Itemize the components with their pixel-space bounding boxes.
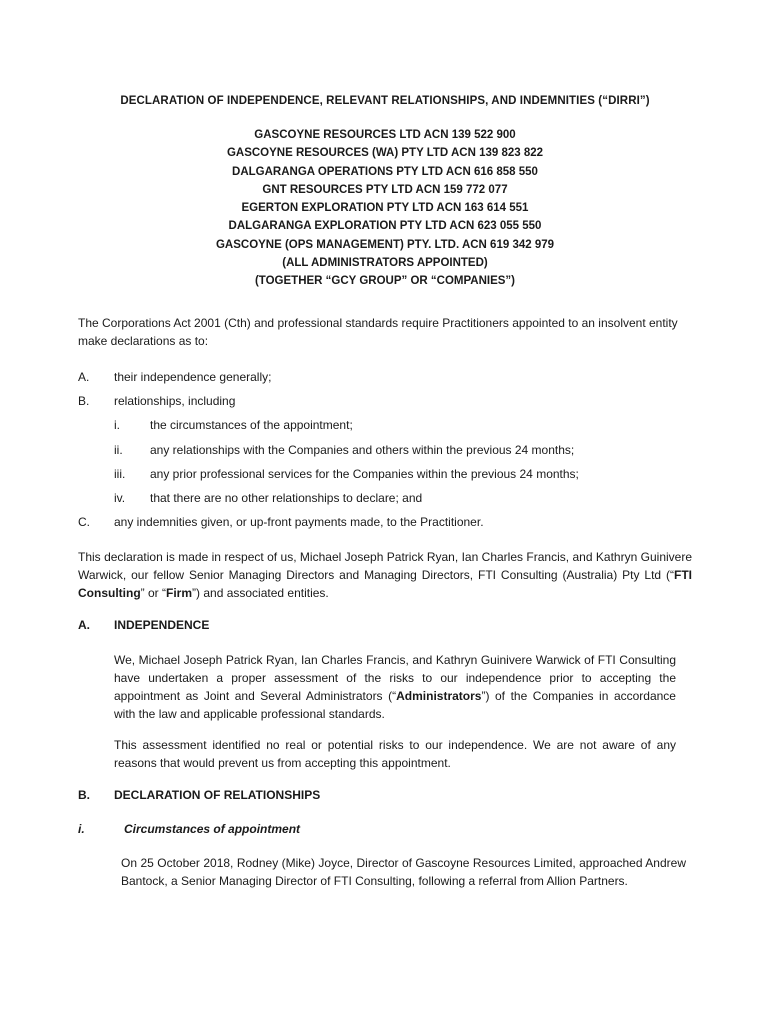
paragraph-text: We, Michael Joseph Patrick Ryan, Ian Charles Francis, and Kathryn Guinivere Warwick of FTI Consulting have undertaken a proper assessment of the risks to our independence prior to accepting the appointment as Joint and Several Administrators (“ xyxy=(114,653,676,703)
entity-line: DALGARANGA OPERATIONS PTY LTD ACN 616 858 550 xyxy=(232,165,538,178)
sublist-marker: iv. xyxy=(114,491,126,505)
subsection-marker: i. xyxy=(78,822,85,836)
document-title: DECLARATION OF INDEPENDENCE, RELEVANT RELATIONSHIPS, AND INDEMNITIES (“DIRRI”) xyxy=(120,95,650,107)
sublist-item-text: any prior professional services for the Companies within the previous 24 months; xyxy=(150,467,579,481)
subsection-heading: Circumstances of appointment xyxy=(124,822,301,836)
section-heading: INDEPENDENCE xyxy=(114,618,210,632)
paragraph-text: ”) of the Companies in accordance with the law and applicable professional standards. xyxy=(114,689,676,721)
entity-line: GNT RESOURCES PTY LTD ACN 159 772 077 xyxy=(262,183,508,196)
sublist-marker: ii. xyxy=(114,443,123,457)
bold-term: Administrators xyxy=(396,689,482,703)
list-marker: C. xyxy=(78,515,90,529)
entity-line: (TOGETHER “GCY GROUP” OR “COMPANIES”) xyxy=(254,275,516,288)
list-marker: B. xyxy=(78,394,90,408)
list-item-text: relationships, including xyxy=(114,394,236,408)
sublist-marker: iii. xyxy=(114,467,126,481)
list-item-text: their independence generally; xyxy=(114,370,272,384)
declaration-paragraph xyxy=(78,548,692,602)
list-marker: A. xyxy=(78,370,90,384)
entity-line: DALGARANGA EXPLORATION PTY LTD ACN 623 055 550 xyxy=(228,220,542,233)
entity-line: (ALL ADMINISTRATORS APPOINTED) xyxy=(282,257,488,270)
section-heading: DECLARATION OF RELATIONSHIPS xyxy=(114,788,321,802)
section-marker: A. xyxy=(78,618,90,632)
intro-paragraph: The Corporations Act 2001 (Cth) and professional standards require Practitioners appointed to an insolvent entity make declarations as to: xyxy=(78,316,678,348)
declaration-text: ” or “ xyxy=(140,586,166,600)
sublist-item-text: any relationships with the Companies and others within the previous 24 months; xyxy=(150,443,575,457)
entity-list xyxy=(0,126,770,291)
sublist-marker: i. xyxy=(114,418,120,432)
circumstances-paragraph: On 25 October 2018, Rodney (Mike) Joyce, Director of Gascoyne Resources Limited, approached Andrew Bantock, a Senior Managing Director of FTI Consulting, following a referral from Allion Partners. xyxy=(121,856,686,888)
sublist-item-text: that there are no other relationships to declare; and xyxy=(150,491,423,505)
entity-line: EGERTON EXPLORATION PTY LTD ACN 163 614 551 xyxy=(241,202,529,215)
entity-line: GASCOYNE RESOURCES (WA) PTY LTD ACN 139 823 822 xyxy=(226,147,544,160)
declaration-text: ”) and associated entities. xyxy=(192,586,329,600)
section-marker: B. xyxy=(78,788,90,802)
entity-line: GASCOYNE (OPS MANAGEMENT) PTY. LTD. ACN 619 342 979 xyxy=(215,238,555,251)
declaration-bold-term: Firm xyxy=(166,586,193,600)
declaration-bold-term: FTI Consulting xyxy=(78,568,692,600)
sublist-item-text: the circumstances of the appointment; xyxy=(150,418,353,432)
list-item-text: any indemnities given, or up-front payments made, to the Practitioner. xyxy=(114,515,484,529)
independence-paragraph xyxy=(114,651,676,723)
declaration-text: This declaration is made in respect of us, Michael Joseph Patrick Ryan, Ian Charles Francis, and Kathryn Guinivere Warwick, our fellow Senior Managing Directors and Managing Directors, FTI Consulting (Australia) Pty Ltd (“ xyxy=(78,550,692,582)
assessment-paragraph: This assessment identified no real or potential risks to our independence. We are not aware of any reasons that would prevent us from accepting this appointment. xyxy=(114,738,676,770)
entity-line: GASCOYNE RESOURCES LTD ACN 139 522 900 xyxy=(254,129,516,141)
